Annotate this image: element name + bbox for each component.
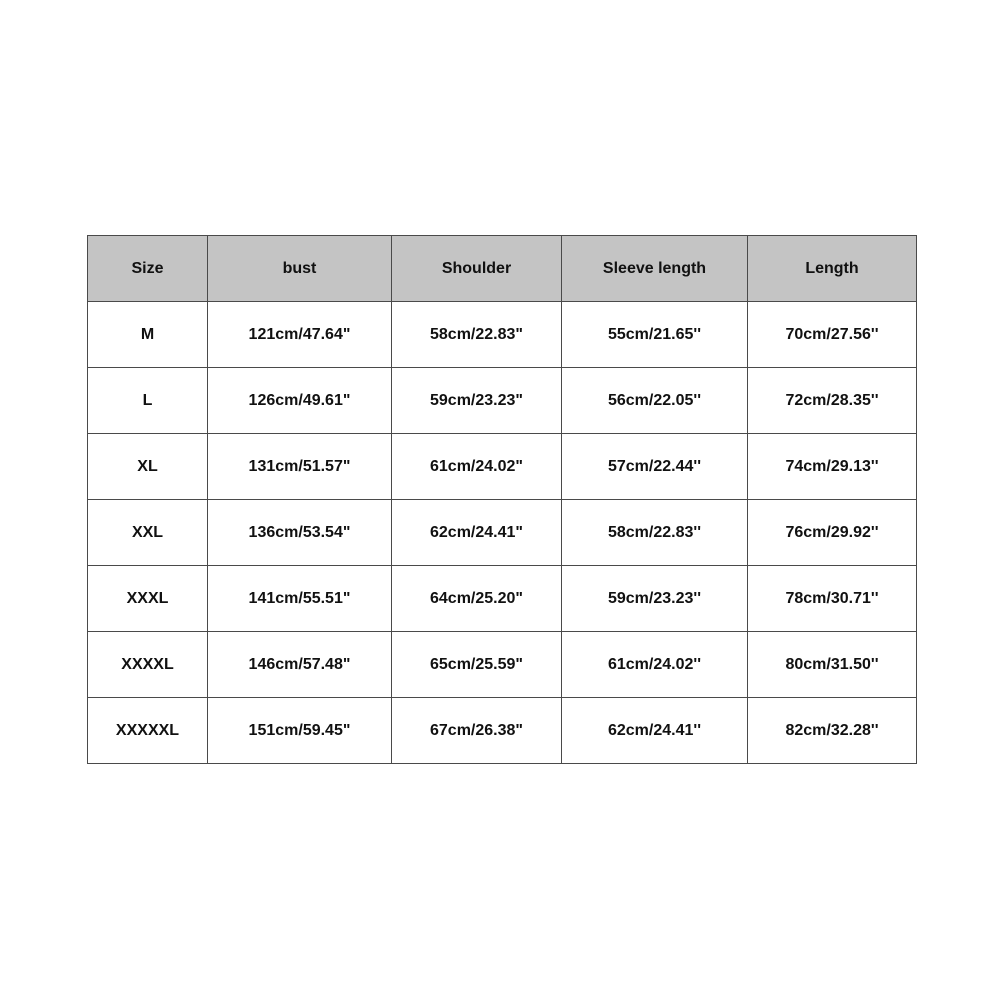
- cell-bust: 126cm/49.61": [208, 368, 392, 434]
- cell-length: 82cm/32.28'': [748, 698, 917, 764]
- table-row: [88, 368, 917, 434]
- cell-size: XXL: [88, 500, 208, 566]
- cell-sleeve-length: 59cm/23.23'': [562, 566, 748, 632]
- header-bust: bust: [208, 236, 392, 302]
- cell-size: XXXXXL: [88, 698, 208, 764]
- cell-bust: 141cm/55.51": [208, 566, 392, 632]
- cell-bust: 136cm/53.54": [208, 500, 392, 566]
- header-shoulder: Shoulder: [392, 236, 562, 302]
- table-row: [88, 500, 917, 566]
- cell-shoulder: 62cm/24.41": [392, 500, 562, 566]
- cell-size: M: [88, 302, 208, 368]
- cell-shoulder: 61cm/24.02": [392, 434, 562, 500]
- cell-bust: 151cm/59.45": [208, 698, 392, 764]
- header-row: [88, 236, 917, 302]
- cell-shoulder: 58cm/22.83": [392, 302, 562, 368]
- cell-size: XL: [88, 434, 208, 500]
- cell-length: 78cm/30.71'': [748, 566, 917, 632]
- cell-sleeve-length: 55cm/21.65'': [562, 302, 748, 368]
- cell-sleeve-length: 57cm/22.44'': [562, 434, 748, 500]
- cell-length: 76cm/29.92'': [748, 500, 917, 566]
- cell-size: L: [88, 368, 208, 434]
- size-chart-table: [87, 235, 917, 764]
- table-row: [88, 632, 917, 698]
- header-size: Size: [88, 236, 208, 302]
- cell-bust: 131cm/51.57": [208, 434, 392, 500]
- cell-length: 72cm/28.35'': [748, 368, 917, 434]
- cell-sleeve-length: 61cm/24.02'': [562, 632, 748, 698]
- cell-bust: 146cm/57.48": [208, 632, 392, 698]
- cell-shoulder: 65cm/25.59": [392, 632, 562, 698]
- cell-sleeve-length: 56cm/22.05'': [562, 368, 748, 434]
- table-body: [88, 302, 917, 764]
- cell-sleeve-length: 58cm/22.83'': [562, 500, 748, 566]
- table-row: [88, 566, 917, 632]
- cell-sleeve-length: 62cm/24.41'': [562, 698, 748, 764]
- cell-size: XXXL: [88, 566, 208, 632]
- table-header: [88, 236, 917, 302]
- table-row: [88, 434, 917, 500]
- table-row: [88, 302, 917, 368]
- table-row: [88, 698, 917, 764]
- cell-bust: 121cm/47.64": [208, 302, 392, 368]
- cell-shoulder: 59cm/23.23": [392, 368, 562, 434]
- cell-size: XXXXL: [88, 632, 208, 698]
- cell-length: 80cm/31.50'': [748, 632, 917, 698]
- header-length: Length: [748, 236, 917, 302]
- cell-shoulder: 67cm/26.38": [392, 698, 562, 764]
- cell-length: 74cm/29.13'': [748, 434, 917, 500]
- cell-length: 70cm/27.56'': [748, 302, 917, 368]
- cell-shoulder: 64cm/25.20": [392, 566, 562, 632]
- header-sleeve-length: Sleeve length: [562, 236, 748, 302]
